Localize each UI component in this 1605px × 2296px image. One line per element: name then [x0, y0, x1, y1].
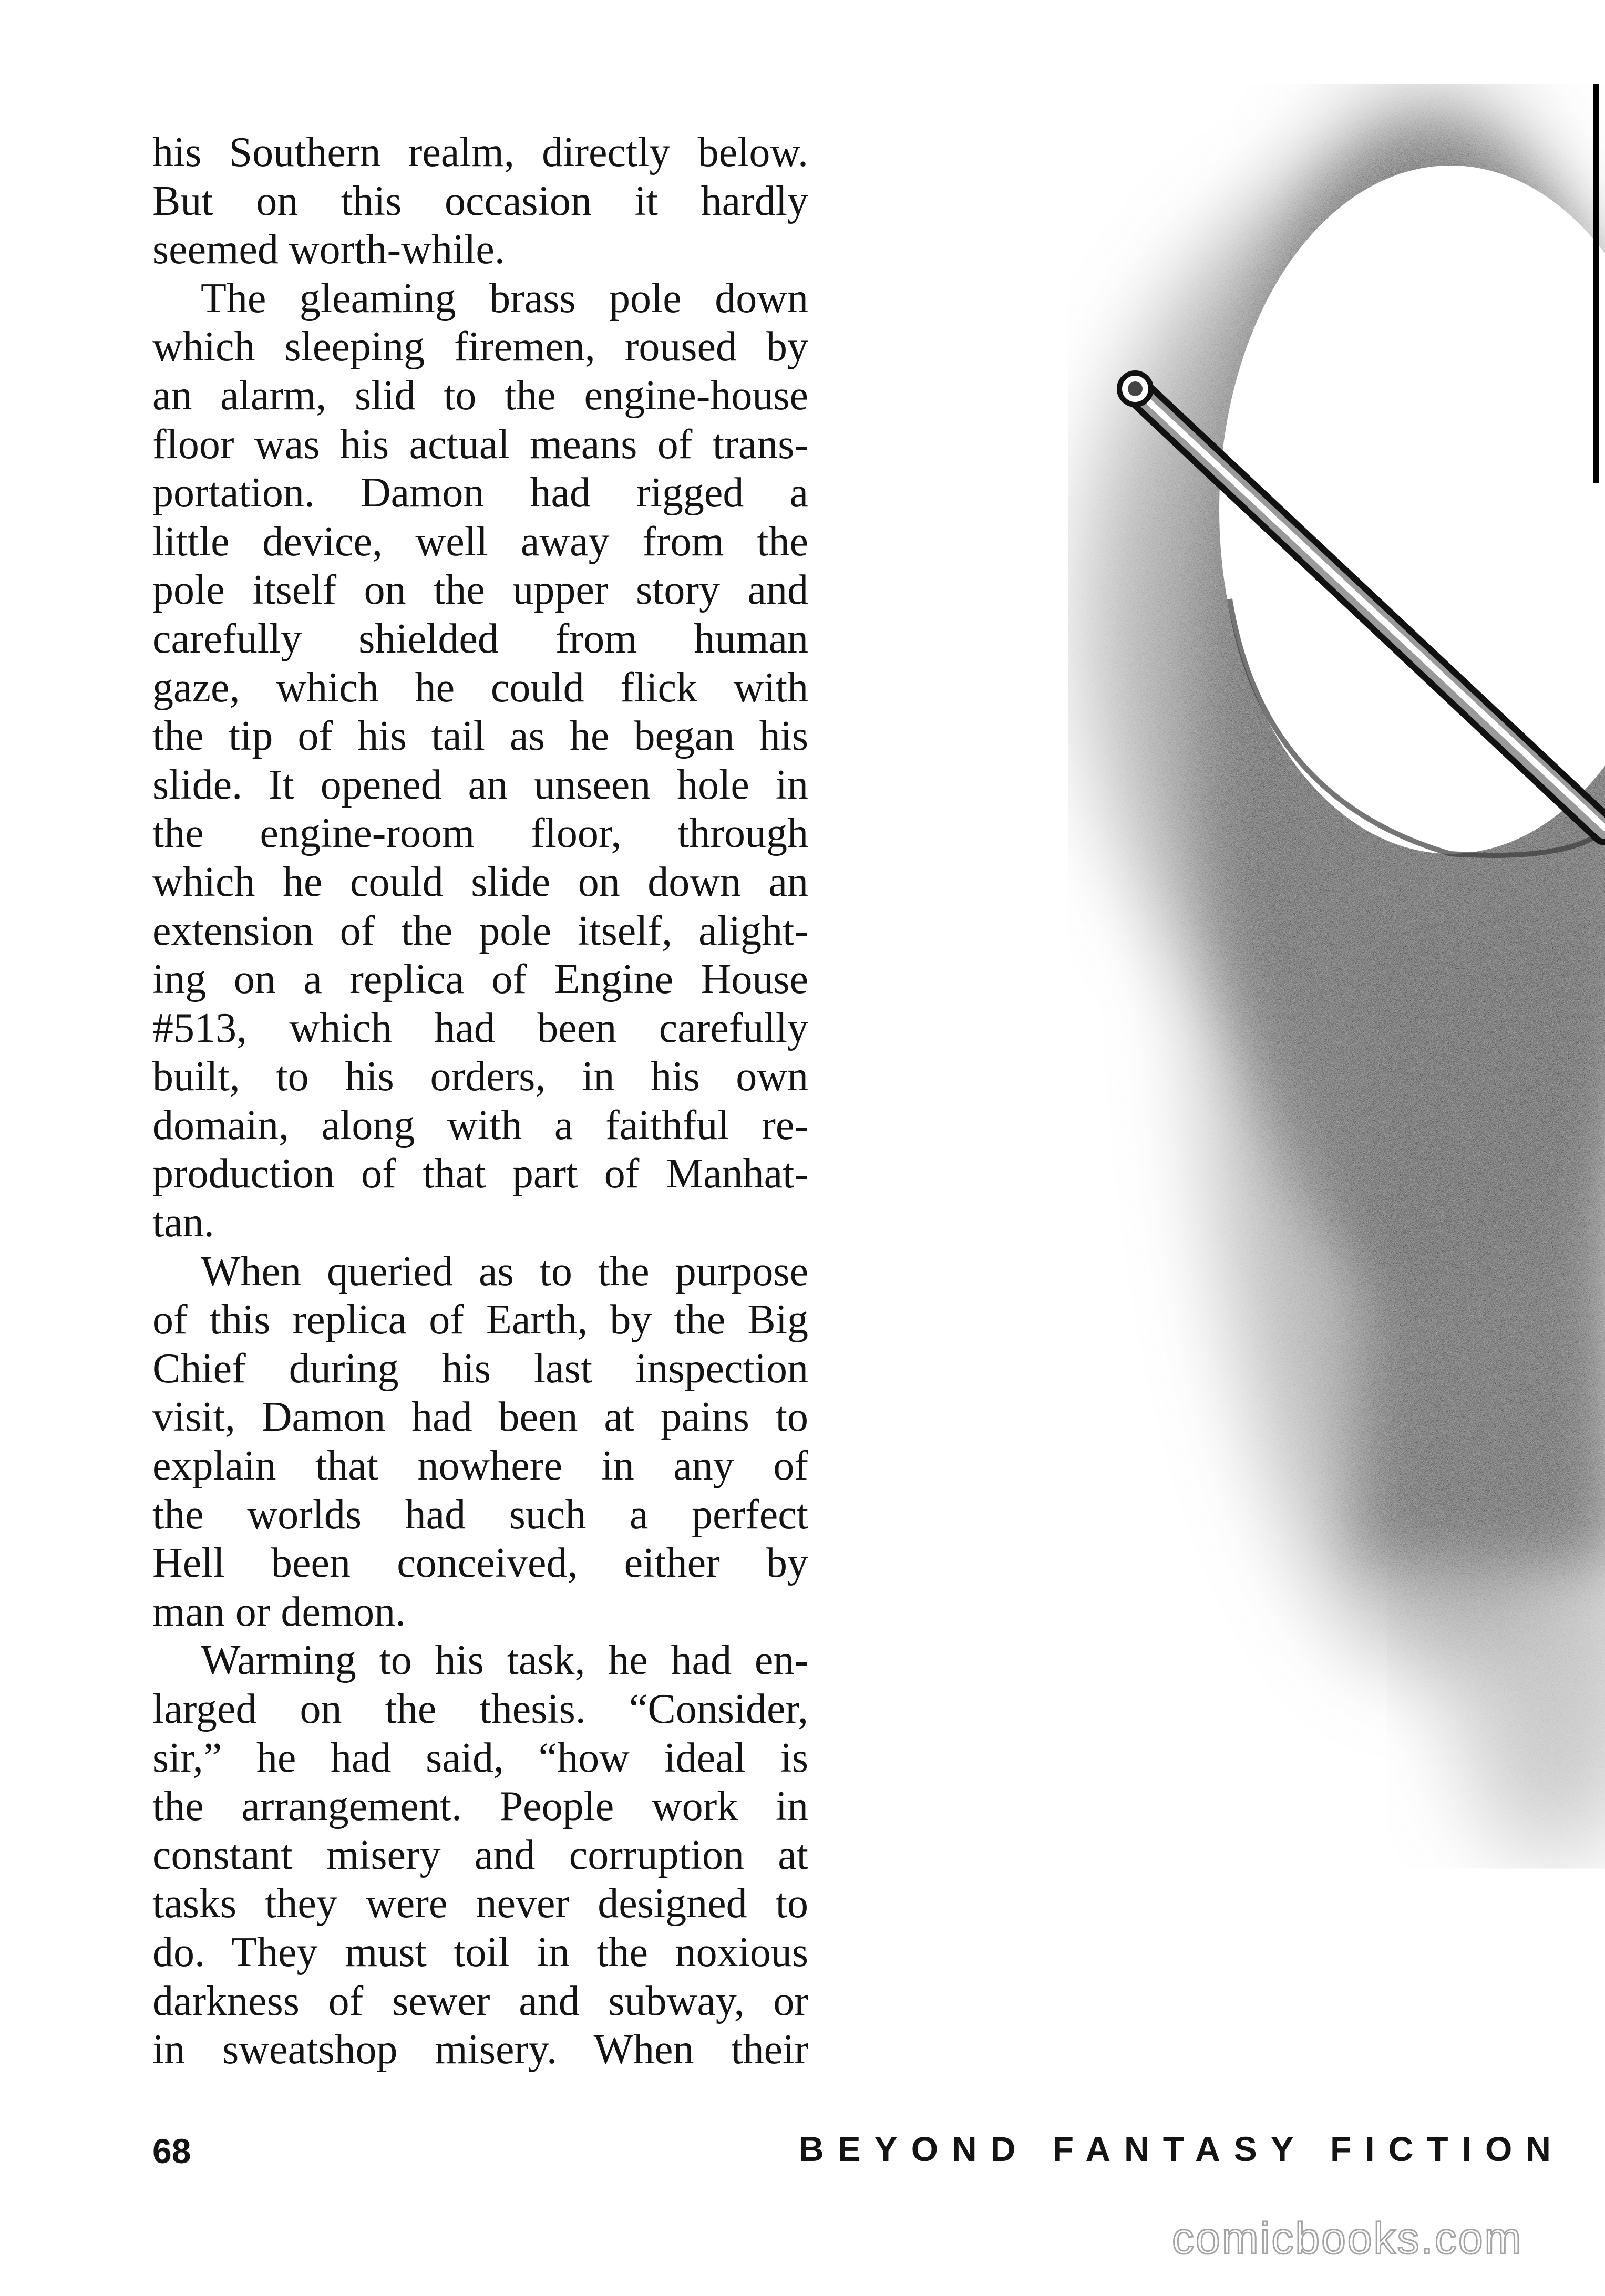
text-line: of this replica of Earth, by the Big: [152, 1297, 808, 1343]
text-line: built, to his orders, in his own: [152, 1053, 808, 1100]
text-line: pole itself on the upper story and: [152, 567, 808, 614]
body-text-column: [152, 128, 808, 2074]
text-line: darkness of sewer and subway, or: [152, 1978, 808, 2024]
text-line: domain, along with a faithful re-: [152, 1102, 808, 1149]
text-line: production of that part of Manhat-: [152, 1151, 808, 1197]
text-line: man or demon.: [152, 1588, 406, 1635]
text-line: which sleeping firemen, roused by: [152, 324, 808, 370]
text-line: the engine-room floor, through: [152, 810, 808, 857]
text-line: do. They must toil in the noxious: [152, 1929, 808, 1976]
text-line: When queried as to the purpose: [201, 1248, 808, 1295]
text-line: visit, Damon had been at pains to: [152, 1394, 808, 1441]
text-line: which he could slide on down an: [152, 859, 808, 905]
text-line: in sweatshop misery. When their: [152, 2026, 808, 2073]
text-line: the worlds had such a perfect: [152, 1491, 808, 1538]
text-line: slide. It opened an unseen hole in: [152, 761, 808, 808]
text-line: little device, well away from the: [152, 518, 808, 565]
text-line: But on this occasion it hardly: [152, 178, 808, 224]
text-line: larged on the thesis. “Consider,: [152, 1686, 808, 1732]
text-line: explain that nowhere in any of: [152, 1443, 808, 1490]
text-line: tasks they were never designed to: [152, 1880, 808, 1927]
text-line: Chief during his last inspection: [152, 1345, 808, 1392]
watermark: comicbooks.com: [1172, 2214, 1523, 2263]
text-line: the arrangement. People work in: [152, 1783, 808, 1830]
text-line: The gleaming brass pole down: [201, 275, 808, 322]
text-line: carefully shielded from human: [152, 615, 808, 662]
text-line: an alarm, slid to the engine-house: [152, 372, 808, 419]
text-line: Hell been conceived, either by: [152, 1540, 808, 1587]
text-line: extension of the pole itself, alight-: [152, 907, 808, 954]
text-line: ing on a replica of Engine House: [152, 956, 808, 1003]
text-line: his Southern realm, directly below.: [152, 129, 808, 175]
text-line: constant misery and corruption at: [152, 1832, 808, 1878]
text-line: tan.: [152, 1199, 214, 1246]
running-head: BEYOND FANTASY FICTION: [799, 2129, 1565, 2168]
frame-edge-line: [1593, 84, 1599, 483]
text-line: seemed worth-while.: [152, 226, 505, 273]
text-line: floor was his actual means of trans-: [152, 421, 808, 468]
text-line: gaze, which he could flick with: [152, 664, 808, 711]
page-number: 68: [152, 2132, 191, 2170]
text-line: #513, which had been carefully: [152, 1005, 808, 1051]
text-line: portation. Damon had rigged a: [152, 470, 808, 516]
text-line: Warming to his task, he had en-: [201, 1637, 808, 1684]
text-line: sir,” he had said, “how ideal is: [152, 1734, 808, 1781]
text-line: the tip of his tail as he began his: [152, 713, 808, 760]
pole-and-hole-illustration: [841, 84, 1605, 1870]
